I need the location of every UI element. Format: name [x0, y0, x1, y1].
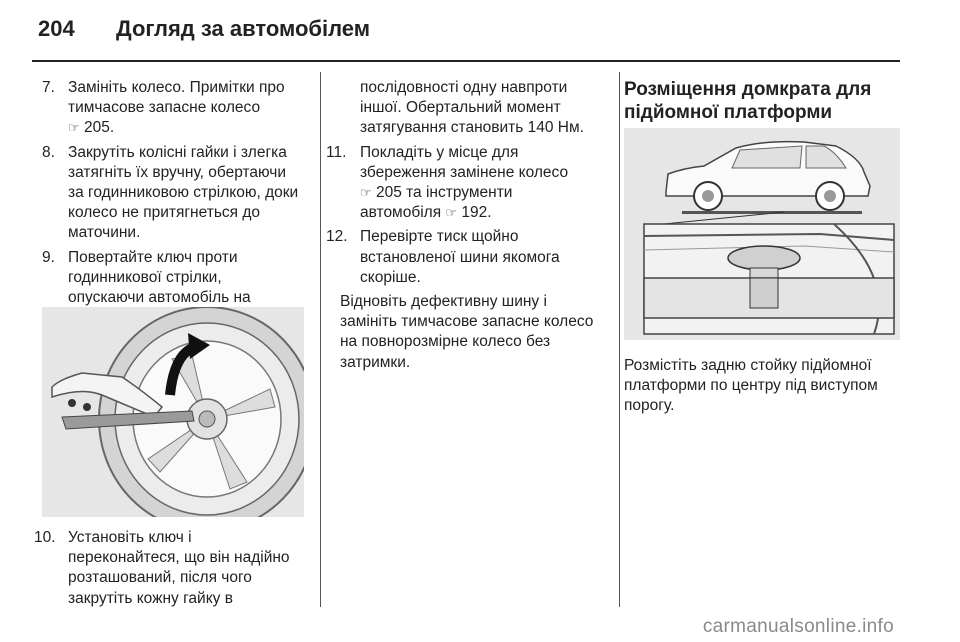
column-3-lower — [624, 352, 904, 417]
step-text: затягування становить 140 Нм. — [360, 119, 584, 137]
step-text: збереження замінене колесо — [360, 163, 569, 181]
step-10 — [34, 528, 314, 609]
step-text: годинникової стрілки, — [68, 268, 222, 286]
cross-reference[interactable]: ☞ 205 та інструменти — [360, 184, 513, 202]
step-11 — [326, 143, 614, 224]
step-number: 12. — [326, 228, 348, 246]
column-1 — [42, 78, 312, 332]
page-number: 204 — [38, 16, 75, 41]
step-text: Закрутіть колісні гайки і злегка — [68, 143, 287, 161]
page-title: Догляд за автомобілем — [116, 16, 371, 41]
step-text: маточини. — [68, 224, 141, 242]
step-text: опускаючи автомобіль на — [68, 289, 251, 307]
step-text: Замініть колесо. Примітки про — [68, 79, 285, 96]
column-1-lower — [34, 528, 314, 613]
step-number: 10. — [34, 529, 56, 546]
header-rule — [32, 60, 900, 62]
reference-arrow-icon: ☞ — [360, 185, 372, 201]
section-heading: Розміщення домкрата для підйомної платформи — [624, 79, 872, 123]
step-text: тимчасове запасне колесо — [68, 99, 261, 117]
wheel-wrench-drawing — [42, 307, 304, 517]
column-divider-left — [320, 72, 321, 607]
step-number: 8. — [42, 143, 55, 161]
column-2 — [326, 78, 614, 373]
step-12 — [326, 227, 614, 288]
reference-arrow-icon: ☞ — [445, 205, 458, 221]
step-text: Установіть ключ і — [68, 529, 192, 546]
step-text: встановленої шини якомога — [360, 248, 560, 266]
step-text: закрутіть кожну гайку в — [68, 589, 233, 607]
step-text: послідовності одну навпроти — [360, 79, 568, 96]
step-7 — [42, 78, 312, 139]
wheel-wrench-illustration — [42, 307, 304, 517]
body-paragraph: Відновіть дефективну шину і замініть тимчасове запасне колесо на повнорозмірне колесо без затримки. — [340, 293, 594, 371]
step-text: Повертайте ключ проти — [68, 248, 238, 266]
cross-reference[interactable]: автомобіля ☞ 192. — [360, 204, 492, 222]
step-text: іншої. Обертальний момент — [360, 99, 561, 117]
step-text: Покладіть у місце для — [360, 143, 519, 161]
step-text: Перевірте тиск щойно — [360, 228, 519, 246]
step-text: скоріше. — [360, 268, 421, 286]
step-number: 11. — [326, 143, 347, 161]
step-text: затягніть їх вручну, обертаючи — [68, 163, 287, 181]
cross-reference[interactable]: ☞ 205. — [68, 119, 115, 137]
watermark-text: carmanualsonline.info — [702, 616, 894, 637]
step-10-continued — [326, 78, 614, 139]
step-text: за годинниковою стрілкою, доки — [68, 184, 299, 202]
lift-platform-illustration — [624, 128, 900, 340]
step-number: 9. — [42, 248, 55, 266]
step-8 — [42, 143, 312, 244]
column-divider-right — [619, 72, 620, 607]
step-text: колесо не притягнеться до — [68, 204, 261, 222]
reference-arrow-icon: ☞ — [68, 120, 80, 136]
step-number: 7. — [42, 79, 55, 96]
step-text: переконайтеся, що він надійно — [68, 549, 290, 567]
body-paragraph: Розмістіть задню стойку підйомної платформи по центру під виступом порогу. — [624, 357, 878, 415]
lift-platform-drawing — [624, 128, 900, 340]
step-text: розташований, після чого — [68, 569, 252, 587]
